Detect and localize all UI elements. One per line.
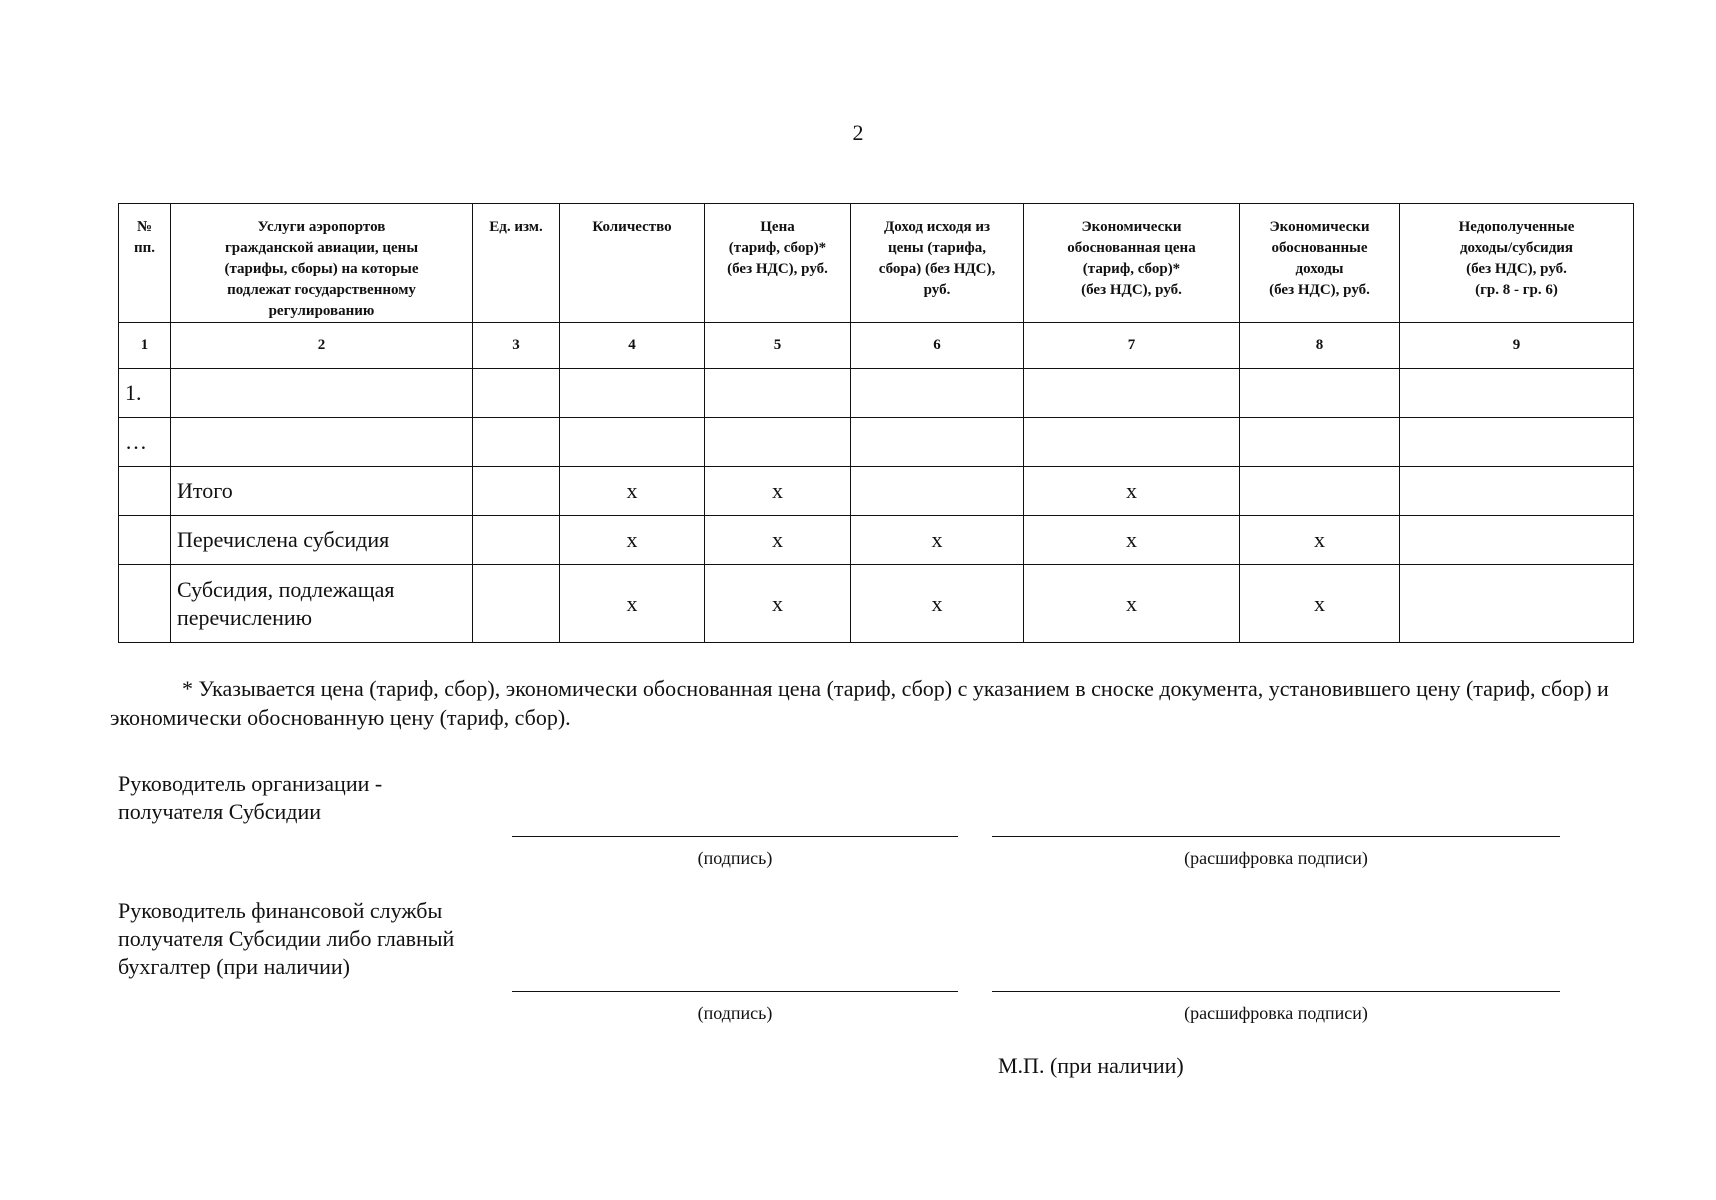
row-index: … xyxy=(119,418,171,467)
decoding-line xyxy=(992,991,1560,992)
row-index xyxy=(119,565,171,643)
table-cell: x xyxy=(851,516,1024,565)
signatory-label-finance: Руководитель финансовой службы получателя Субсидии либо главный бухгалтер (при наличии) xyxy=(118,898,455,979)
column-number: 3 xyxy=(473,323,560,369)
column-number: 1 xyxy=(119,323,171,369)
table-cell xyxy=(473,516,560,565)
header-cell-unit: Ед. изм. xyxy=(473,204,560,323)
column-number: 6 xyxy=(851,323,1024,369)
table-cell xyxy=(1024,418,1240,467)
column-number: 4 xyxy=(560,323,705,369)
table-cell xyxy=(1024,369,1240,418)
table-cell: x xyxy=(560,516,705,565)
row-label xyxy=(171,369,473,418)
signature-line xyxy=(512,991,958,992)
header-cell-lost-income: Недополученные доходы/субсидия (без НДС), руб. (гр. 8 - гр. 6) xyxy=(1400,204,1634,323)
table-row xyxy=(119,418,1634,467)
header-cell-number: № пп. xyxy=(119,204,171,323)
table-cell: x xyxy=(1240,565,1400,643)
table-cell xyxy=(705,418,851,467)
header-cell-price: Цена (тариф, сбор)* (без НДС), руб. xyxy=(705,204,851,323)
table-cell xyxy=(851,418,1024,467)
column-number: 8 xyxy=(1240,323,1400,369)
table-cell xyxy=(1400,369,1634,418)
table-cell xyxy=(1400,516,1634,565)
subsidy-calculation-table xyxy=(118,203,1634,643)
row-label: Перечислена субсидия xyxy=(171,516,473,565)
table-cell: x xyxy=(1024,516,1240,565)
table-cell xyxy=(1240,467,1400,516)
row-index xyxy=(119,467,171,516)
table-row xyxy=(119,467,1634,516)
table-cell: x xyxy=(1024,565,1240,643)
footnote: * Указывается цена (тариф, сбор), экономически обоснованная цена (тариф, сбор) с указанием в сноске документа, установившего цену (тариф, сбор) и экономически обоснованную цену (тариф, сбор). xyxy=(110,676,1609,730)
signature-caption: (подпись) xyxy=(697,1003,773,1023)
column-number: 2 xyxy=(171,323,473,369)
table-cell: x xyxy=(1240,516,1400,565)
table-cell: x xyxy=(560,565,705,643)
page-number: 2 xyxy=(852,120,864,145)
table-cell xyxy=(473,418,560,467)
column-number: 7 xyxy=(1024,323,1240,369)
table-cell xyxy=(473,565,560,643)
row-label: Итого xyxy=(171,467,473,516)
stamp-note: М.П. (при наличии) xyxy=(998,1053,1184,1078)
table-cell xyxy=(473,369,560,418)
table-cell xyxy=(560,369,705,418)
row-label xyxy=(171,418,473,467)
column-number-row xyxy=(119,323,1634,369)
header-cell-economic-income: Экономически обоснованные доходы (без НДС), руб. xyxy=(1240,204,1400,323)
row-label: Субсидия, подлежащая перечислению xyxy=(171,565,473,643)
header-cell-income: Доход исходя из цены (тарифа, сбора) (без НДС), руб. xyxy=(851,204,1024,323)
table-cell xyxy=(1240,369,1400,418)
table-cell xyxy=(1400,565,1634,643)
table-cell xyxy=(560,418,705,467)
column-number: 9 xyxy=(1400,323,1634,369)
header-cell-services: Услуги аэропортов гражданской авиации, цены (тарифы, сборы) на которые подлежат государственному регулированию xyxy=(171,204,473,323)
table-row xyxy=(119,565,1634,643)
table-cell xyxy=(1240,418,1400,467)
table-cell: x xyxy=(560,467,705,516)
decoding-caption: (расшифровка подписи) xyxy=(1184,848,1368,868)
table-cell: x xyxy=(705,565,851,643)
signatory-label-head: Руководитель организации - получателя Субсидии xyxy=(118,771,383,824)
column-number: 5 xyxy=(705,323,851,369)
table-cell xyxy=(1400,467,1634,516)
table-cell: x xyxy=(851,565,1024,643)
table-cell: x xyxy=(1024,467,1240,516)
header-cell-economic-price: Экономически обоснованная цена (тариф, сбор)* (без НДС), руб. xyxy=(1024,204,1240,323)
table-cell xyxy=(851,369,1024,418)
signature-line xyxy=(512,836,958,837)
table-row xyxy=(119,516,1634,565)
table-cell xyxy=(473,467,560,516)
table-cell xyxy=(705,369,851,418)
table-row xyxy=(119,369,1634,418)
decoding-line xyxy=(992,836,1560,837)
table-cell: x xyxy=(705,467,851,516)
signature-caption: (подпись) xyxy=(697,848,773,868)
table-cell xyxy=(1400,418,1634,467)
row-index: 1. xyxy=(119,369,171,418)
decoding-caption: (расшифровка подписи) xyxy=(1184,1003,1368,1023)
table-cell: x xyxy=(705,516,851,565)
table-header-row xyxy=(119,204,1634,323)
header-cell-quantity: Количество xyxy=(560,204,705,323)
table-cell xyxy=(851,467,1024,516)
row-index xyxy=(119,516,171,565)
